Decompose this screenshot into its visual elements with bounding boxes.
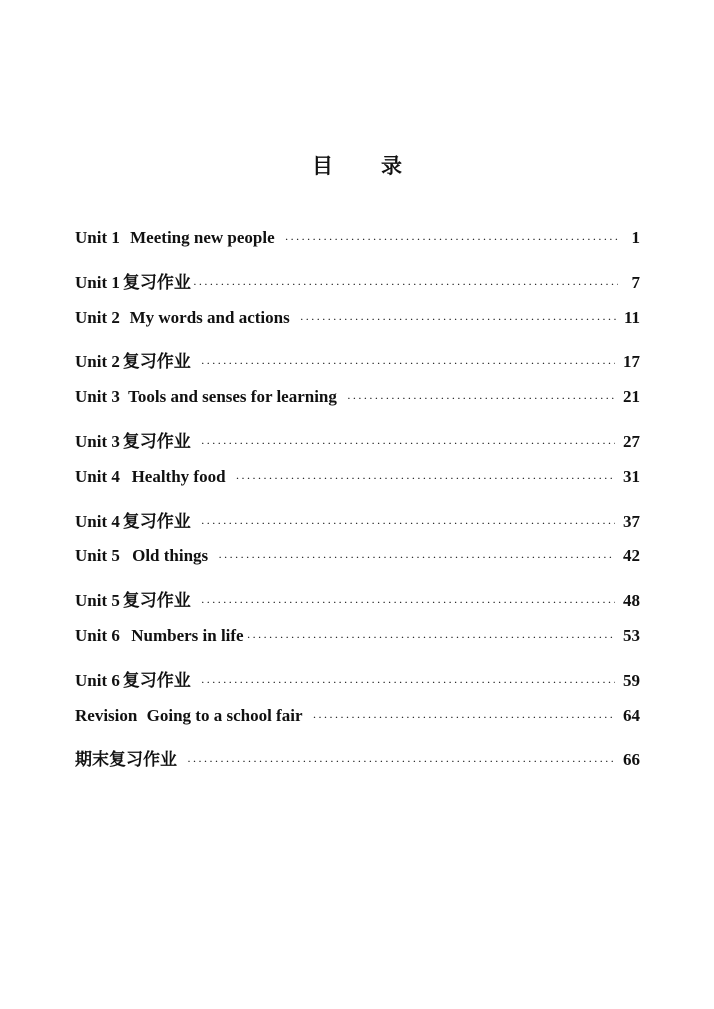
entry-page-number: 37 [623, 511, 640, 531]
toc-entry-unit-1[interactable] [75, 228, 640, 268]
table-of-contents [75, 228, 640, 785]
entry-unit: Revision [75, 705, 138, 725]
entry-unit: Unit 1 [75, 272, 120, 292]
dot-leader [201, 356, 615, 371]
entry-page-number: 53 [623, 625, 640, 645]
toc-entry-unit-4-review[interactable] [75, 507, 640, 547]
toc-entry-unit-1-review[interactable] [75, 268, 640, 308]
dot-leader [313, 710, 616, 725]
entry-unit: Unit 6 [75, 625, 120, 645]
dot-leader [247, 630, 615, 645]
entry-unit: Unit 3 [75, 387, 120, 407]
entry-title: 复习作业 [122, 431, 191, 452]
entry-unit: Unit 2 [75, 352, 120, 372]
dot-leader [201, 516, 615, 531]
toc-entry-unit-5-review[interactable] [75, 586, 640, 626]
dot-leader [347, 391, 615, 406]
entry-page-number: 11 [623, 307, 640, 327]
entry-page-number: 42 [623, 546, 640, 566]
dot-leader [285, 232, 618, 247]
toc-entry-unit-4[interactable] [75, 467, 640, 507]
entry-page-number: 17 [623, 352, 640, 372]
entry-page-number: 27 [623, 431, 640, 451]
entry-page-number: 31 [623, 466, 640, 486]
dot-leader [218, 550, 615, 565]
entry-title: Numbers in life [131, 625, 244, 645]
toc-entry-unit-6[interactable] [75, 626, 640, 666]
entry-title: 复习作业 [122, 511, 191, 532]
entry-title: Tools and senses for learning [128, 387, 337, 407]
toc-entry-unit-5[interactable] [75, 546, 640, 586]
entry-title: 复习作业 [122, 352, 191, 373]
toc-entry-unit-2[interactable] [75, 308, 640, 348]
entry-page-number: 66 [623, 750, 640, 770]
entry-unit: Unit 1 [75, 228, 120, 247]
dot-leader [236, 471, 615, 486]
entry-title: Meeting new people [130, 228, 275, 247]
entry-unit: Unit 4 [75, 511, 120, 531]
toc-entry-unit-3[interactable] [75, 387, 640, 427]
toc-entry-revision[interactable] [75, 706, 640, 746]
entry-page-number: 21 [623, 387, 640, 407]
title-char-2: 录 [381, 154, 402, 178]
entry-title: 复习作业 [122, 670, 191, 691]
toc-entry-unit-3-review[interactable] [75, 427, 640, 467]
page-title [0, 150, 714, 180]
entry-page-number: 7 [631, 272, 640, 292]
entry-title: Going to a school fair [146, 705, 303, 725]
dot-leader [300, 312, 616, 327]
entry-title: Old things [132, 546, 209, 566]
toc-entry-unit-2-review[interactable] [75, 347, 640, 387]
entry-title: 期末复习作业 [75, 750, 177, 771]
entry-page-number: 64 [623, 705, 640, 725]
entry-unit: Unit 4 [75, 466, 120, 486]
dot-leader [201, 675, 615, 690]
toc-entry-final-review[interactable] [75, 745, 640, 785]
entry-unit: Unit 2 [75, 307, 120, 327]
entry-page-number: 1 [631, 228, 640, 247]
dot-leader [201, 595, 615, 610]
entry-title: 复习作业 [122, 591, 191, 612]
title-char-1: 目 [312, 154, 333, 178]
toc-entry-unit-6-review[interactable] [75, 666, 640, 706]
entry-page-number: 48 [623, 591, 640, 611]
entry-title: Healthy food [131, 466, 226, 486]
entry-unit: Unit 5 [75, 546, 120, 566]
entry-page-number: 59 [623, 670, 640, 690]
entry-title: My words and actions [129, 307, 290, 327]
entry-title: 复习作业 [122, 272, 191, 293]
entry-unit: Unit 6 [75, 670, 120, 690]
dot-leader [193, 277, 618, 292]
dot-leader [201, 436, 615, 451]
entry-unit: Unit 5 [75, 591, 120, 611]
entry-unit: Unit 3 [75, 431, 120, 451]
dot-leader [187, 754, 615, 769]
